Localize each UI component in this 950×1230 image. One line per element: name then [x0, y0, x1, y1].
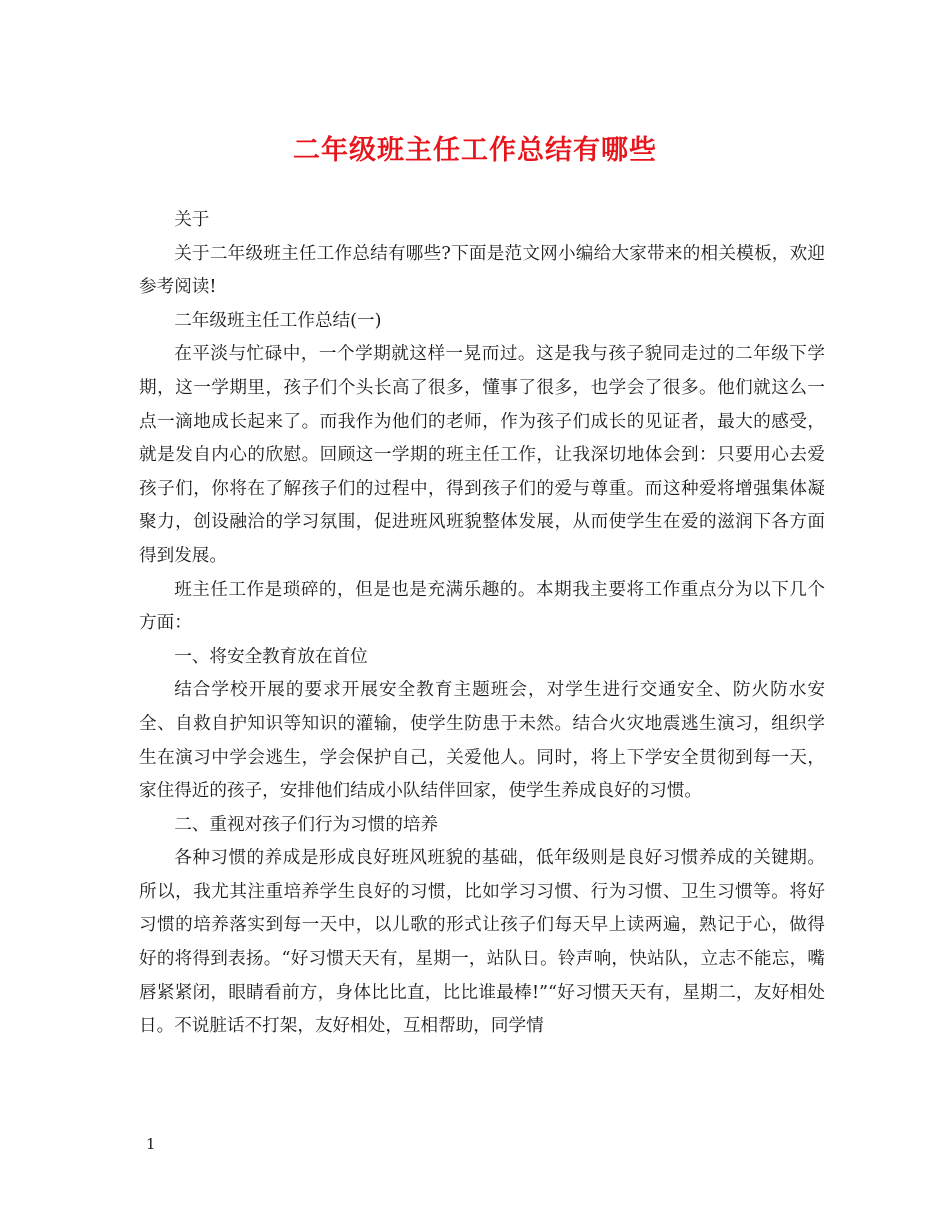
paragraph-focus-areas: 班主任工作是琐碎的，但是也是充满乐趣的。本期我主要将工作重点分为以下几个方面：	[139, 579, 825, 634]
document-title: 二年级班主任工作总结有哪些	[293, 135, 657, 166]
paragraph-intro: 关于二年级班主任工作总结有哪些?下面是范文网小编给大家带来的相关模板，欢迎参考阅读!	[139, 243, 825, 298]
section-heading-summary-1: 二年级班主任工作总结(一)	[174, 310, 382, 331]
paragraph-intro-label: 关于	[174, 210, 210, 230]
section-heading-safety: 一、将安全教育放在首位	[174, 646, 368, 667]
section-heading-habits: 二、重视对孩子们行为习惯的培养	[174, 814, 439, 835]
paragraph-habits: 各种习惯的养成是形成良好班风班貌的基础，低年级则是良好习惯养成的关键期。所以，我尤其注重培养学生良好的习惯，比如学习习惯、行为习惯、卫生习惯等。将好习惯的培养落实到每一天中，以儿歌的形式让孩子们每天早上读两遍，熟记于心，做得好的将得到表扬。“好习惯天天有，星期一，站队日。铃声响，快站队，立志不能忘，嘴唇紧紧闭，眼睛看前方，身体比比直，比比谁最棒!”“好习惯天天有，星期二，友好相处日。不说脏话不打架，友好相处，互相帮助，同学情	[139, 848, 825, 1037]
document-body	[139, 204, 825, 1044]
paragraph-safety: 结合学校开展的要求开展安全教育主题班会，对学生进行交通安全、防火防水安全、自救自护知识等知识的灌输，使学生防患于未然。结合火灾地震逃生演习，组织学生在演习中学会逃生，学会保护自己，关爱他人。同时，将上下学安全贯彻到每一天，家住得近的孩子，安排他们结成小队结伴回家，使学生养成良好的习惯。	[139, 680, 825, 802]
paragraph-reflection: 在平淡与忙碌中，一个学期就这样一晃而过。这是我与孩子貌同走过的二年级下学期，这一学期里，孩子们个头长高了很多，懂事了很多，也学会了很多。他们就这么一点一滴地成长起来了。而我作为他们的老师，作为孩子们成长的见证者，最大的感受，就是发自内心的欣慰。回顾这一学期的班主任工作，让我深切地体会到：只要用心去爱孩子们，你将在了解孩子们的过程中，得到孩子们的爱与尊重。而这种爱将增强集体凝聚力，创设融洽的学习氛围，促进班风班貌整体发展，从而使学生在爱的滋润下各方面得到发展。	[139, 344, 825, 566]
page-number: 1	[146, 1135, 156, 1153]
